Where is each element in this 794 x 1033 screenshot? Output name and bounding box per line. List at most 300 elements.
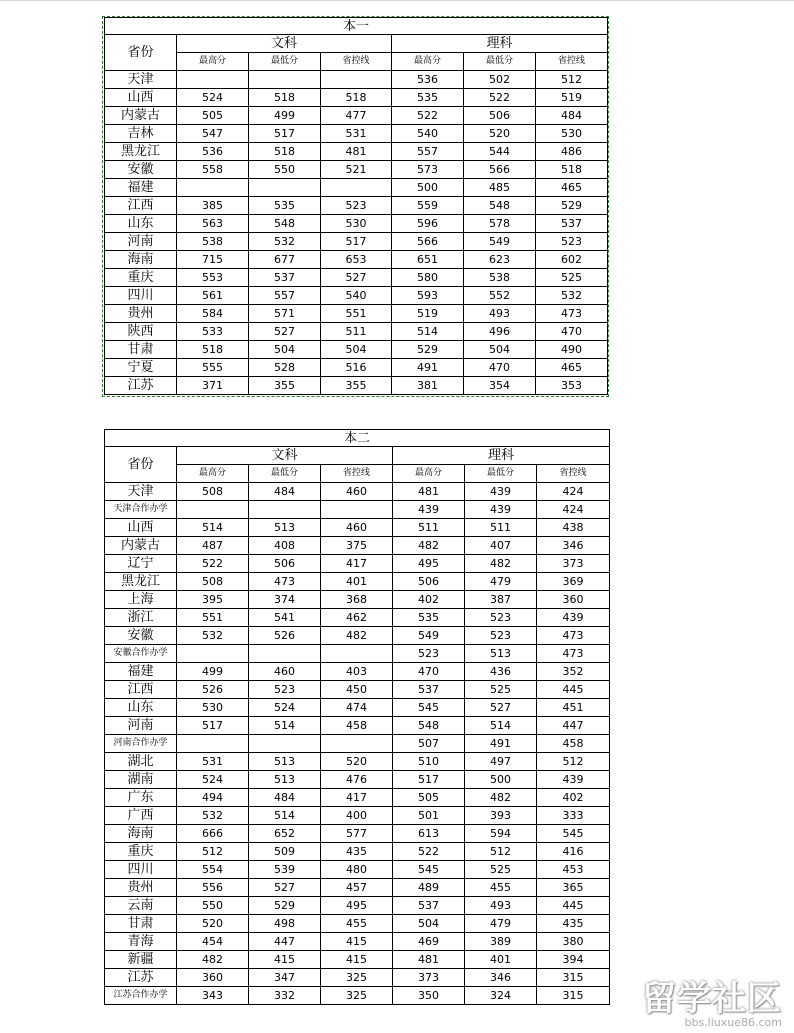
table-row: [105, 161, 608, 179]
score-cell: 460: [321, 519, 393, 537]
score-cell: 373: [537, 555, 610, 573]
score-cell: 415: [321, 951, 393, 969]
column-header: 最高分: [393, 465, 465, 483]
score-cell: 484: [536, 107, 608, 125]
table-row: [105, 843, 610, 861]
province-cell: 重庆: [105, 269, 177, 287]
score-cell: 479: [465, 573, 537, 591]
score-cell: 502: [464, 71, 536, 89]
score-cell: 415: [249, 951, 321, 969]
group-header-wenke: 文科: [177, 35, 392, 53]
score-cell: 510: [393, 753, 465, 771]
score-cell: 578: [464, 215, 536, 233]
watermark: [642, 971, 782, 1029]
score-cell: 480: [321, 861, 393, 879]
score-cell: 495: [393, 555, 465, 573]
score-cell: [249, 735, 321, 753]
column-header: 省控线: [536, 53, 608, 71]
score-cell: 497: [465, 753, 537, 771]
score-cell: 470: [464, 359, 536, 377]
table-benyi: [104, 17, 608, 395]
score-cell: 548: [393, 717, 465, 735]
score-cell: 509: [249, 843, 321, 861]
score-cell: 346: [465, 969, 537, 987]
score-cell: 355: [321, 377, 392, 395]
score-cell: 508: [177, 483, 249, 501]
score-cell: 447: [537, 717, 610, 735]
score-cell: 530: [321, 215, 392, 233]
column-header: 最低分: [465, 465, 537, 483]
score-cell: 315: [537, 987, 610, 1005]
score-cell: [177, 71, 249, 89]
score-cell: 438: [537, 519, 610, 537]
score-cell: 532: [177, 807, 249, 825]
score-cell: 556: [177, 879, 249, 897]
score-cell: 454: [177, 933, 249, 951]
score-cell: 482: [177, 951, 249, 969]
table-row: [105, 861, 610, 879]
score-cell: 593: [392, 287, 464, 305]
province-cell: 青海: [105, 933, 177, 951]
score-cell: 491: [465, 735, 537, 753]
column-header: 省控线: [537, 465, 610, 483]
score-cell: 360: [177, 969, 249, 987]
table-row: [105, 215, 608, 233]
province-header: 省份: [105, 35, 177, 71]
province-cell: 湖南: [105, 771, 177, 789]
province-cell: 内蒙古: [105, 107, 177, 125]
score-cell: 484: [249, 789, 321, 807]
score-cell: 540: [392, 125, 464, 143]
score-cell: 532: [249, 233, 321, 251]
score-cell: 498: [249, 915, 321, 933]
score-cell: 402: [393, 591, 465, 609]
score-cell: 352: [537, 663, 610, 681]
score-cell: 529: [249, 897, 321, 915]
score-cell: 506: [464, 107, 536, 125]
score-cell: 439: [465, 501, 537, 519]
province-cell: 吉林: [105, 125, 177, 143]
score-cell: 462: [321, 609, 393, 627]
column-header: 最高分: [177, 53, 249, 71]
score-cell: 518: [177, 341, 249, 359]
score-cell: [249, 179, 321, 197]
score-cell: 380: [537, 933, 610, 951]
score-cell: 524: [177, 771, 249, 789]
score-cell: 490: [536, 341, 608, 359]
province-cell: 新疆: [105, 951, 177, 969]
score-cell: 435: [537, 915, 610, 933]
score-cell: 525: [465, 861, 537, 879]
score-cell: 530: [177, 699, 249, 717]
score-cell: 501: [393, 807, 465, 825]
province-cell: 海南: [105, 251, 177, 269]
table-row: [105, 663, 610, 681]
column-header: 最高分: [177, 465, 249, 483]
table-row: [105, 825, 610, 843]
province-cell: 山东: [105, 699, 177, 717]
score-cell: 533: [177, 323, 249, 341]
score-cell: 518: [249, 143, 321, 161]
score-cell: 375: [321, 537, 393, 555]
score-cell: 522: [177, 555, 249, 573]
table-row: [105, 771, 610, 789]
score-cell: 487: [177, 537, 249, 555]
table-row: [105, 197, 608, 215]
score-cell: 481: [393, 483, 465, 501]
score-cell: 513: [249, 771, 321, 789]
score-cell: 504: [464, 341, 536, 359]
score-cell: 512: [177, 843, 249, 861]
score-cell: [321, 71, 392, 89]
score-cell: 477: [321, 107, 392, 125]
province-cell: 宁夏: [105, 359, 177, 377]
score-cell: 550: [249, 161, 321, 179]
province-cell: 湖北: [105, 753, 177, 771]
score-cell: 554: [177, 861, 249, 879]
table-row: [105, 143, 608, 161]
table-row: [105, 789, 610, 807]
score-cell: 518: [536, 161, 608, 179]
score-cell: 494: [177, 789, 249, 807]
score-cell: 493: [464, 305, 536, 323]
score-cell: 514: [392, 323, 464, 341]
group-header-row: [105, 447, 610, 465]
province-cell: 贵州: [105, 879, 177, 897]
table-row: [105, 753, 610, 771]
score-cell: 519: [536, 89, 608, 107]
score-cell: 333: [537, 807, 610, 825]
score-cell: 527: [249, 323, 321, 341]
score-cell: [249, 501, 321, 519]
table-row: [105, 681, 610, 699]
province-header: 省份: [105, 447, 177, 483]
table-row: [105, 897, 610, 915]
score-cell: 514: [177, 519, 249, 537]
score-cell: 401: [321, 573, 393, 591]
score-cell: 545: [393, 699, 465, 717]
score-cell: 594: [465, 825, 537, 843]
score-cell: 557: [392, 143, 464, 161]
table-row: [105, 933, 610, 951]
score-cell: 505: [393, 789, 465, 807]
score-cell: 514: [249, 717, 321, 735]
score-cell: 460: [249, 663, 321, 681]
score-cell: 493: [465, 897, 537, 915]
province-cell: 云南: [105, 897, 177, 915]
score-cell: 530: [536, 125, 608, 143]
score-cell: 485: [464, 179, 536, 197]
score-cell: 561: [177, 287, 249, 305]
score-cell: 522: [393, 843, 465, 861]
score-cell: 355: [249, 377, 321, 395]
province-cell: 山东: [105, 215, 177, 233]
score-cell: 623: [464, 251, 536, 269]
table-row: [105, 377, 608, 395]
score-cell: 371: [177, 377, 249, 395]
province-cell: 河南: [105, 717, 177, 735]
province-cell: 四川: [105, 287, 177, 305]
score-cell: 500: [392, 179, 464, 197]
score-cell: 513: [249, 519, 321, 537]
score-cell: 508: [177, 573, 249, 591]
score-cell: 458: [537, 735, 610, 753]
score-cell: 482: [393, 537, 465, 555]
group-header-like: 理科: [393, 447, 610, 465]
table-row: [105, 609, 610, 627]
score-cell: 439: [537, 771, 610, 789]
province-cell: 四川: [105, 861, 177, 879]
score-cell: 537: [393, 681, 465, 699]
score-cell: [321, 501, 393, 519]
score-cell: 523: [393, 645, 465, 663]
province-cell: 山西: [105, 519, 177, 537]
score-cell: 536: [177, 143, 249, 161]
score-cell: 369: [537, 573, 610, 591]
table-row: [105, 735, 610, 753]
table-row: [105, 501, 610, 519]
score-cell: 482: [465, 555, 537, 573]
table-title: 本二: [105, 430, 610, 447]
score-cell: 525: [536, 269, 608, 287]
score-cell: 450: [321, 681, 393, 699]
score-cell: 551: [321, 305, 392, 323]
score-cell: 511: [321, 323, 392, 341]
score-cell: 504: [393, 915, 465, 933]
score-cell: [177, 735, 249, 753]
score-cell: 473: [537, 645, 610, 663]
province-cell: 江西: [105, 197, 177, 215]
province-cell: 辽宁: [105, 555, 177, 573]
score-cell: 499: [249, 107, 321, 125]
score-cell: 527: [465, 699, 537, 717]
province-cell: 福建: [105, 663, 177, 681]
score-cell: 518: [249, 89, 321, 107]
province-cell: 河南合作办学: [105, 735, 177, 753]
score-cell: 535: [392, 89, 464, 107]
score-cell: 506: [249, 555, 321, 573]
table-row: [105, 879, 610, 897]
table-row: [105, 323, 608, 341]
province-cell: 江苏: [105, 377, 177, 395]
province-cell: 黑龙江: [105, 573, 177, 591]
table-row: [105, 269, 608, 287]
score-cell: 577: [321, 825, 393, 843]
score-cell: 436: [465, 663, 537, 681]
table-row: [105, 287, 608, 305]
score-cell: 484: [249, 483, 321, 501]
score-cell: [177, 501, 249, 519]
score-cell: 520: [177, 915, 249, 933]
score-cell: 559: [392, 197, 464, 215]
score-cell: 402: [537, 789, 610, 807]
score-cell: 516: [321, 359, 392, 377]
score-cell: 536: [392, 71, 464, 89]
score-cell: 541: [249, 609, 321, 627]
column-header: 最高分: [392, 53, 464, 71]
score-cell: 514: [465, 717, 537, 735]
table-row: [105, 717, 610, 735]
table-row: [105, 305, 608, 323]
score-cell: 529: [392, 341, 464, 359]
score-cell: 525: [465, 681, 537, 699]
score-cell: 602: [536, 251, 608, 269]
score-cell: 445: [537, 681, 610, 699]
province-cell: 广东: [105, 789, 177, 807]
score-cell: 523: [321, 197, 392, 215]
column-header: 最低分: [464, 53, 536, 71]
province-cell: 安徽: [105, 161, 177, 179]
score-cell: 520: [321, 753, 393, 771]
score-cell: 584: [177, 305, 249, 323]
title-row: [105, 18, 608, 35]
score-cell: 553: [177, 269, 249, 287]
score-cell: 455: [321, 915, 393, 933]
score-cell: 596: [392, 215, 464, 233]
score-cell: 374: [249, 591, 321, 609]
score-cell: 393: [465, 807, 537, 825]
province-cell: 陕西: [105, 323, 177, 341]
score-cell: 368: [321, 591, 393, 609]
score-cell: 547: [177, 125, 249, 143]
score-cell: 549: [464, 233, 536, 251]
score-cell: 365: [537, 879, 610, 897]
score-cell: 435: [321, 843, 393, 861]
score-cell: 476: [321, 771, 393, 789]
score-cell: 522: [392, 107, 464, 125]
score-cell: 506: [393, 573, 465, 591]
score-cell: 354: [464, 377, 536, 395]
score-cell: 447: [249, 933, 321, 951]
title-row: [105, 430, 610, 447]
table-row: [105, 591, 610, 609]
score-cell: 346: [537, 537, 610, 555]
score-cell: 535: [393, 609, 465, 627]
score-cell: 677: [249, 251, 321, 269]
score-cell: 653: [321, 251, 392, 269]
table-row: [105, 71, 608, 89]
score-cell: 394: [537, 951, 610, 969]
score-cell: 416: [537, 843, 610, 861]
score-cell: 511: [393, 519, 465, 537]
score-cell: 401: [465, 951, 537, 969]
score-cell: 465: [536, 359, 608, 377]
score-cell: 489: [393, 879, 465, 897]
table-row: [105, 341, 608, 359]
score-cell: 523: [249, 681, 321, 699]
table-row: [105, 251, 608, 269]
score-cell: 580: [392, 269, 464, 287]
score-cell: 512: [465, 843, 537, 861]
score-cell: 479: [465, 915, 537, 933]
province-cell: 贵州: [105, 305, 177, 323]
score-cell: 566: [392, 233, 464, 251]
score-cell: 470: [393, 663, 465, 681]
score-cell: 652: [249, 825, 321, 843]
score-cell: 540: [321, 287, 392, 305]
score-cell: 527: [321, 269, 392, 287]
score-cell: 535: [249, 197, 321, 215]
score-cell: 482: [465, 789, 537, 807]
score-cell: 324: [465, 987, 537, 1005]
score-cell: 353: [536, 377, 608, 395]
watermark-url: bbs.liuxue86.com: [684, 1016, 782, 1029]
province-cell: 广西: [105, 807, 177, 825]
score-cell: 529: [536, 197, 608, 215]
score-cell: 531: [177, 753, 249, 771]
score-cell: 539: [249, 861, 321, 879]
score-cell: 532: [536, 287, 608, 305]
sub-header-row: [105, 53, 608, 71]
score-cell: 473: [537, 627, 610, 645]
province-cell: 天津: [105, 71, 177, 89]
score-cell: 520: [464, 125, 536, 143]
province-cell: 江西: [105, 681, 177, 699]
score-cell: 512: [536, 71, 608, 89]
score-cell: 548: [464, 197, 536, 215]
score-cell: 537: [536, 215, 608, 233]
score-cell: 512: [537, 753, 610, 771]
score-cell: 545: [537, 825, 610, 843]
top-border-line: [0, 0, 794, 1]
province-cell: 天津: [105, 483, 177, 501]
score-cell: 451: [537, 699, 610, 717]
province-cell: 江苏: [105, 969, 177, 987]
score-cell: 537: [249, 269, 321, 287]
score-cell: 360: [537, 591, 610, 609]
score-cell: 387: [465, 591, 537, 609]
score-cell: 465: [536, 179, 608, 197]
score-cell: 571: [249, 305, 321, 323]
table-row: [105, 179, 608, 197]
province-cell: 天津合作办学: [105, 501, 177, 519]
score-cell: 500: [465, 771, 537, 789]
score-cell: 524: [249, 699, 321, 717]
province-cell: 河南: [105, 233, 177, 251]
score-cell: 505: [177, 107, 249, 125]
table-row: [105, 537, 610, 555]
score-cell: 545: [393, 861, 465, 879]
score-cell: 424: [537, 483, 610, 501]
province-cell: 山西: [105, 89, 177, 107]
score-cell: 523: [536, 233, 608, 251]
score-cell: 439: [465, 483, 537, 501]
score-cell: 526: [177, 681, 249, 699]
score-cell: 522: [464, 89, 536, 107]
score-cell: [249, 71, 321, 89]
score-cell: 445: [537, 897, 610, 915]
score-cell: 481: [393, 951, 465, 969]
table-row: [105, 89, 608, 107]
score-cell: 495: [321, 897, 393, 915]
score-cell: 417: [321, 555, 393, 573]
score-cell: 517: [249, 125, 321, 143]
score-cell: 457: [321, 879, 393, 897]
score-cell: 417: [321, 789, 393, 807]
table-ben-er: [104, 429, 610, 1005]
score-cell: 715: [177, 251, 249, 269]
table-row: [105, 915, 610, 933]
score-cell: 504: [321, 341, 392, 359]
score-cell: 518: [321, 89, 392, 107]
score-cell: 491: [392, 359, 464, 377]
score-cell: 558: [177, 161, 249, 179]
score-cell: 400: [321, 807, 393, 825]
score-cell: 385: [177, 197, 249, 215]
score-cell: 531: [321, 125, 392, 143]
group-header-wenke: 文科: [177, 447, 393, 465]
score-cell: 537: [393, 897, 465, 915]
